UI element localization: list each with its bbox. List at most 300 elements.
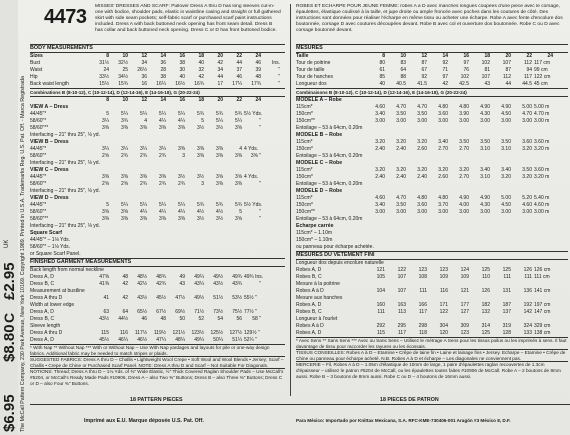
row-value: 3.00 xyxy=(480,209,490,215)
row-value: 99 cm xyxy=(534,67,548,73)
row-value: 4.70 xyxy=(396,104,406,110)
row-value: 3¼ xyxy=(102,118,109,124)
row-label: Dress B, C xyxy=(30,281,55,287)
row-label: Dress A, D xyxy=(30,337,54,343)
row-value: 116 xyxy=(120,330,128,336)
row-value: 182 xyxy=(481,302,490,308)
row-value: 17¼ xyxy=(232,81,242,87)
yardage-row xyxy=(30,153,285,160)
row-value: 43½ xyxy=(213,281,223,287)
row-value: 48 xyxy=(160,316,166,322)
row-value: 3⅜ xyxy=(140,216,147,222)
row-value: 41⅜ xyxy=(99,281,109,287)
metrage-row xyxy=(296,153,568,160)
row-value: 112 xyxy=(503,74,511,80)
row-value: 3.50 xyxy=(480,139,490,145)
row-value: 125 xyxy=(481,267,490,273)
row-value: 3.50 xyxy=(396,202,406,208)
size-value: 12 xyxy=(141,97,147,103)
row-value: 138 cm xyxy=(534,330,551,336)
row-value: 4.50 xyxy=(501,202,511,208)
row-value: 3¼ xyxy=(140,146,147,152)
row-value: 3⅜ xyxy=(216,181,223,187)
row-label: Entoilage – 53 à 64cm, 0.20m xyxy=(296,181,363,187)
row-value: 34½ xyxy=(118,74,128,80)
row-value: 2.40 xyxy=(417,174,427,180)
row-value: 4.80 xyxy=(438,195,448,201)
row-value: 75½ xyxy=(232,309,242,315)
row-value: 5.40 m xyxy=(534,195,550,201)
row-value: 47⅜ xyxy=(99,274,109,280)
row-value: 126 xyxy=(481,288,490,294)
row-value: 3.00 xyxy=(396,118,406,124)
size-value: 22 xyxy=(526,53,532,59)
row-value: 3⅜ xyxy=(235,153,242,159)
row-value: 2.70 xyxy=(438,146,448,152)
row-value: 126 cm xyxy=(534,267,551,273)
row-value: 4.80 xyxy=(417,195,427,201)
row-value: 111 xyxy=(377,309,385,315)
finished-heading: FINISHED GARMENT MEASUREMENTS xyxy=(30,258,285,267)
row-value: 3.00 xyxy=(438,118,448,124)
row-value: 3⅝ xyxy=(216,174,223,180)
finished-heading-fr: MESURES DU VETEMENT FINI xyxy=(296,251,568,260)
row-value: 40.5 xyxy=(396,81,406,87)
row-label: 115cm* xyxy=(296,195,313,201)
row-value: 44 xyxy=(505,81,511,87)
row-label: Mesure aux hanches xyxy=(296,295,343,301)
row-value: 5.00 xyxy=(501,195,511,201)
row-value: 2¾ xyxy=(178,181,185,187)
row-value: 31½ xyxy=(99,60,109,66)
row-value: 3.00 m xyxy=(534,209,550,215)
row-value: 163 xyxy=(397,302,406,308)
vetement-row xyxy=(296,323,568,330)
nap-note: * With Nap ** Without Nap *** With or Without Nap – Use With Nap yardages and layouts for pile or one-way design fabrics. Additional fabric may be needed to match stripes or plaids. xyxy=(30,344,285,356)
row-value: 111 xyxy=(419,288,427,294)
echarpe-line: 115cm* – 1.10m xyxy=(296,230,333,236)
tissus-conseilles: TISSUS CONSEILLES: Robes A à D – Etamine • Crêpe de laine fin • Laine et lainage fins • Jersey. Echarpe – Etamine • Crêpe de Chine ou panneau pour écharpe acheté. N.B. Robes A à D et écharpe – Les diagonales ne conviennent pas. xyxy=(296,349,568,361)
row-value: 80 xyxy=(379,60,385,66)
row-value: 3.20 xyxy=(396,139,406,145)
row-value: 3.40 xyxy=(438,139,448,145)
metrage-row xyxy=(296,195,568,202)
row-value: 48 xyxy=(122,274,128,280)
row-label: 115cm* xyxy=(296,139,313,145)
row-value: 49½ xyxy=(194,295,204,301)
combinaisons-line: Combinaisons B (8-10-12), C (10-12-14), D (12-14-16), E (14-16-18), G (20-22-24) xyxy=(296,88,568,97)
row-value: 5¼ xyxy=(235,118,242,124)
row-value: 4¼ xyxy=(178,118,185,124)
row-value: 3.00 xyxy=(480,118,490,124)
row-value: 4.60 xyxy=(522,202,532,208)
row-value: 69½ xyxy=(175,309,185,315)
row-value: 5¾ xyxy=(216,202,223,208)
row-label: Dress B, C xyxy=(30,316,55,322)
row-value: 3½ xyxy=(197,125,204,131)
row-value: 3⅜ xyxy=(197,146,204,152)
size-value: 18 xyxy=(198,53,204,59)
row-label: 150cm* xyxy=(296,146,313,152)
vetement-row xyxy=(296,288,568,295)
row-label: 150cm** xyxy=(296,118,315,124)
row-value: 3⅜ xyxy=(197,153,204,159)
row-value: 3.70 xyxy=(438,202,448,208)
yardage-row xyxy=(30,132,285,139)
row-value: 3.00 xyxy=(522,118,532,124)
mesures-heading: MESURES xyxy=(296,44,568,53)
row-value: 34 xyxy=(141,60,147,66)
row-value: 40 xyxy=(198,60,204,66)
row-value: 5¼ xyxy=(159,111,166,117)
row-value: 4.00 xyxy=(459,202,469,208)
row-value: 76 xyxy=(463,67,469,73)
row-value: 3.00 xyxy=(396,209,406,215)
row-value: 42 xyxy=(217,60,223,66)
size-value: 24 xyxy=(255,53,261,59)
row-value: 3½ xyxy=(197,216,204,222)
row-value: 4½ xyxy=(197,209,204,215)
row-value: 92 xyxy=(421,74,427,80)
row-value: 142 xyxy=(523,309,532,315)
row-value: 26½ xyxy=(137,67,147,73)
row-label: 44/45"* xyxy=(30,202,47,208)
row-value: 2.60 xyxy=(417,146,427,152)
row-value: 3.10 xyxy=(501,146,511,152)
finished-row xyxy=(30,330,285,337)
row-value: 88 xyxy=(400,74,406,80)
metrage-row xyxy=(296,125,568,132)
row-value: 49¼ xyxy=(194,274,204,280)
metrage-row xyxy=(296,174,568,181)
row-value: 4.90 xyxy=(501,104,511,110)
size-value: 16 xyxy=(179,97,185,103)
size-value: 16 xyxy=(179,53,185,59)
scarf-line: 58/60"* – 1⅛ Yds. xyxy=(30,244,71,250)
row-value: 39 xyxy=(255,67,261,73)
french-column xyxy=(296,44,568,396)
price-usa: $6.95 xyxy=(1,394,18,432)
row-value: 54 xyxy=(217,316,223,322)
row-value: 46 xyxy=(141,316,147,322)
row-value: 108 xyxy=(418,274,427,280)
row-value: 38 xyxy=(179,60,185,66)
row-value: 3.60 xyxy=(522,139,532,145)
row-value: 4.30 xyxy=(480,202,490,208)
modele-title: MODELE C – Robe xyxy=(296,160,343,166)
row-label: Longueur à l'ourlet xyxy=(296,316,338,322)
row-value: 121 xyxy=(376,267,385,273)
yardage-row xyxy=(30,160,285,167)
row-value: 42.5 xyxy=(459,81,469,87)
row-label: Back waist length xyxy=(30,81,69,87)
row-label: Longueur dos xyxy=(296,81,327,87)
row-value: 3⅜ xyxy=(102,125,109,131)
row-value: 44 xyxy=(217,74,223,80)
row-value: 4.70 m xyxy=(534,111,550,117)
row-value: 5¾ xyxy=(197,202,204,208)
row-value: 42½ xyxy=(137,281,147,287)
row-value: 49¾ Ins. xyxy=(244,274,264,280)
row-label: Bust xyxy=(30,60,41,66)
price-strip xyxy=(0,0,18,435)
row-value: 52 xyxy=(198,316,204,322)
row-value: 112 xyxy=(524,60,532,66)
row-value: 3⅜ xyxy=(102,216,109,222)
row-value: 3.20 xyxy=(417,139,427,145)
row-value: 50¼ xyxy=(213,337,223,343)
row-value: 4 xyxy=(239,146,242,152)
yardage-row xyxy=(30,202,285,209)
row-value: 116 xyxy=(440,288,448,294)
row-value: 5.00 xyxy=(522,104,532,110)
row-value: 51¼ xyxy=(232,337,242,343)
row-value: 3⅜ xyxy=(121,216,128,222)
size-value: 20 xyxy=(505,53,511,59)
row-label: Dress A thru D xyxy=(30,295,63,301)
row-value: 111 cm xyxy=(534,274,550,280)
metrage-row xyxy=(296,216,568,223)
row-value: 141 cm xyxy=(534,288,551,294)
row-value: 3.00 xyxy=(501,209,511,215)
row-value: 119½ xyxy=(153,330,166,336)
row-value: 117½ xyxy=(134,330,147,336)
metrage-row xyxy=(296,146,568,153)
row-value: 43½ xyxy=(99,316,109,322)
view-title: VIEW C – Dress xyxy=(30,167,69,173)
row-value: 41 xyxy=(103,295,109,301)
row-value: 3.10 xyxy=(480,146,490,152)
row-value: 32 xyxy=(198,67,204,73)
uk-label: UK xyxy=(4,239,10,248)
row-label: 150cm* xyxy=(296,202,313,208)
row-value: 45½ xyxy=(156,295,166,301)
row-value: 3.00 xyxy=(522,209,532,215)
row-value: 49½ xyxy=(213,274,223,280)
row-value: 118 xyxy=(419,330,427,336)
intro-english: MISSES' DRESSES AND SCARF: Pullover Dress A thru D has long sleeves cut-in-one with bodice, shoulder pads, elastic in waistline casing and straight or full gathered skirt with side seam pockets; self-fabric scarf or purchased scarf paint instructions included. Dress A with back buttoned neck opening has front seam detail. Dress B has collar and back buttoned neck opening. Dress C or D has front buttoned bodice. xyxy=(95,4,281,33)
row-value: 123 xyxy=(418,267,427,273)
row-value: 17 xyxy=(217,81,223,87)
size-value: 24 xyxy=(547,53,553,59)
row-value: 4.80 xyxy=(438,104,448,110)
row-value: 329 cm xyxy=(534,323,551,329)
row-label: 115cm* xyxy=(296,104,313,110)
row-value: 4½ xyxy=(216,209,223,215)
yardage-row xyxy=(30,209,285,216)
price-canada: $8.80 xyxy=(1,324,18,362)
row-label: Tour de hanches xyxy=(296,74,333,80)
vetement-row xyxy=(296,330,568,337)
finished-row xyxy=(30,323,285,330)
echarpe-line: ou panneau pour écharpe achetée. xyxy=(296,244,374,250)
row-value: 2¾ xyxy=(159,181,166,187)
row-value: 51½ xyxy=(213,295,223,301)
row-label: Robes B, C xyxy=(296,274,322,280)
row-label: 58/60"* xyxy=(30,181,47,187)
row-label: 150cm* xyxy=(296,174,313,180)
row-value: " xyxy=(278,67,280,73)
row-value: 197 cm xyxy=(534,302,551,308)
row-value: 111 xyxy=(503,274,511,280)
finished-row xyxy=(30,337,285,344)
size-value: 12 xyxy=(141,53,147,59)
row-value: 3½ xyxy=(197,174,204,180)
price-uk: £2.95 xyxy=(1,262,18,300)
row-value: 5¾ xyxy=(216,111,223,117)
row-value: 44 xyxy=(236,60,242,66)
row-value: 3⅜ xyxy=(159,174,166,180)
row-label: Robes A, D xyxy=(296,302,322,308)
size-value: 10 xyxy=(122,97,128,103)
row-value: 2.70 xyxy=(459,174,469,180)
row-value: 92 xyxy=(442,60,448,66)
row-label: Interfacing – 21" thru 25", ⅛ yd. xyxy=(30,160,100,166)
size-value: 14 xyxy=(160,97,166,103)
row-value: 5¾ xyxy=(235,111,242,117)
size-value: 8 xyxy=(382,53,385,59)
row-value: 3.00 xyxy=(501,118,511,124)
footer-rule xyxy=(30,404,570,405)
row-label: Robes A, D xyxy=(296,267,322,273)
size-value: 24 xyxy=(255,97,261,103)
row-value: 3.40 xyxy=(501,167,511,173)
row-label: 44/45"* xyxy=(30,111,47,117)
row-value: 3.20 xyxy=(522,146,532,152)
row-value: 4¼ xyxy=(159,209,166,215)
row-value: 47½ xyxy=(175,295,185,301)
row-value: 45½ xyxy=(99,337,109,343)
row-value: 61 xyxy=(379,67,385,73)
body-row xyxy=(30,60,285,67)
row-label: Waist xyxy=(30,67,43,73)
row-label: Hip xyxy=(30,74,38,80)
row-label: Longueur dos depuis encolure naturelle xyxy=(296,260,384,266)
row-label: Dress A thru D xyxy=(30,330,63,336)
row-value: 41.5 xyxy=(417,81,427,87)
row-value: 123½ xyxy=(191,330,204,336)
body-row xyxy=(30,67,285,74)
row-value: 33½ xyxy=(99,74,109,80)
row-value: 117 xyxy=(524,74,532,80)
row-label: Measurement at bustline xyxy=(30,288,85,294)
finished-row xyxy=(30,281,285,288)
row-value: 5¼ xyxy=(121,202,128,208)
row-value: 3¾ xyxy=(121,118,128,124)
row-value: 3½ xyxy=(178,174,185,180)
row-value: 4¼ xyxy=(140,209,147,215)
row-value: 3⅜ xyxy=(159,125,166,131)
row-value: 3⅝ xyxy=(235,125,242,131)
row-value: 5¼ xyxy=(121,111,128,117)
row-value: 298 xyxy=(418,323,427,329)
row-value: 55½ " xyxy=(244,295,257,301)
row-value: 48 xyxy=(255,74,261,80)
row-value: 3.60 xyxy=(417,202,427,208)
row-value: 123 xyxy=(460,330,469,336)
row-value: 49¾ xyxy=(232,274,242,280)
mesure-row xyxy=(296,60,568,67)
echarpe-line: 150cm* – 1.10m xyxy=(296,237,333,243)
vetement-row xyxy=(296,267,568,274)
row-value: " xyxy=(259,209,261,215)
row-value: 46¼ xyxy=(118,337,128,343)
row-value: 3.50 xyxy=(459,139,469,145)
row-value: 104 xyxy=(376,288,385,294)
row-value: 48¾ xyxy=(156,274,166,280)
row-value: 3.40 xyxy=(375,202,385,208)
finished-row xyxy=(30,316,285,323)
row-value: 4.60 xyxy=(375,104,385,110)
row-value: 44½ xyxy=(118,316,128,322)
row-value: 4¼ xyxy=(159,118,166,124)
row-value: 3⅝ xyxy=(121,209,128,215)
column-divider xyxy=(290,4,291,396)
row-value: 3¼ xyxy=(159,146,166,152)
row-value: 3.50 xyxy=(396,111,406,117)
row-value: 5¼ xyxy=(216,118,223,124)
yardage-row xyxy=(30,118,285,125)
row-label: 150cm* xyxy=(296,111,313,117)
metrage-row xyxy=(296,202,568,209)
row-value: 124 xyxy=(460,267,469,273)
row-label: Tour de taille xyxy=(296,67,325,73)
row-value: 3.00 m xyxy=(534,118,550,124)
copyright-line: The McCall Pattern Company, 230 Park Avenue, New York 10169. Copyright 1989. Printed in U.S.A. Trademarks Reg. U.S. Pat. Off. - Marca Registrada xyxy=(20,76,26,432)
row-value: 4.60 m xyxy=(534,202,550,208)
row-value: 129½ " xyxy=(244,330,260,336)
row-value: 48½ xyxy=(137,274,147,280)
row-value: 3.00 xyxy=(459,118,469,124)
row-value: 43 xyxy=(484,81,490,87)
row-value: 3⅜ xyxy=(178,125,185,131)
row-value: 67 xyxy=(421,67,427,73)
modele-title: MODELE A – Robe xyxy=(296,97,342,103)
row-value: 2.70 xyxy=(459,146,469,152)
row-label: Tour de poitrine xyxy=(296,60,331,66)
row-label: Interfacing – 21" thru 25", ⅛ yd. xyxy=(30,188,100,194)
vetement-row xyxy=(296,274,568,281)
yardage-row xyxy=(30,223,285,230)
row-value: 53½ xyxy=(232,295,242,301)
size-value: 20 xyxy=(217,53,223,59)
row-value: 3⅜ xyxy=(140,174,147,180)
row-value: 166 xyxy=(418,302,427,308)
row-value: 4.60 xyxy=(375,195,385,201)
row-value: 15¾ xyxy=(118,81,128,87)
row-value: 65½ xyxy=(137,309,147,315)
row-value: 49 xyxy=(179,274,185,280)
row-label: Width at lower edge xyxy=(30,302,75,308)
row-value: 44.5 xyxy=(522,81,532,87)
size-value: 8 xyxy=(106,97,109,103)
row-value: 28 xyxy=(160,67,166,73)
row-value: 3.90 xyxy=(459,111,469,117)
row-value: 2.40 xyxy=(396,146,406,152)
row-value: 4.70 xyxy=(417,104,427,110)
row-value: 107 xyxy=(502,60,511,66)
row-value: 5 xyxy=(106,202,109,208)
row-value: " xyxy=(278,74,280,80)
row-value: 5¼ xyxy=(159,202,166,208)
row-value: 136 xyxy=(523,288,532,294)
row-label: 58/60"* xyxy=(30,209,47,215)
row-value: 3.60 m xyxy=(534,139,550,145)
row-value: 47¼ xyxy=(156,337,166,343)
row-value: 42 xyxy=(122,281,128,287)
yardage-row xyxy=(30,111,285,118)
vetement-row xyxy=(296,260,568,267)
